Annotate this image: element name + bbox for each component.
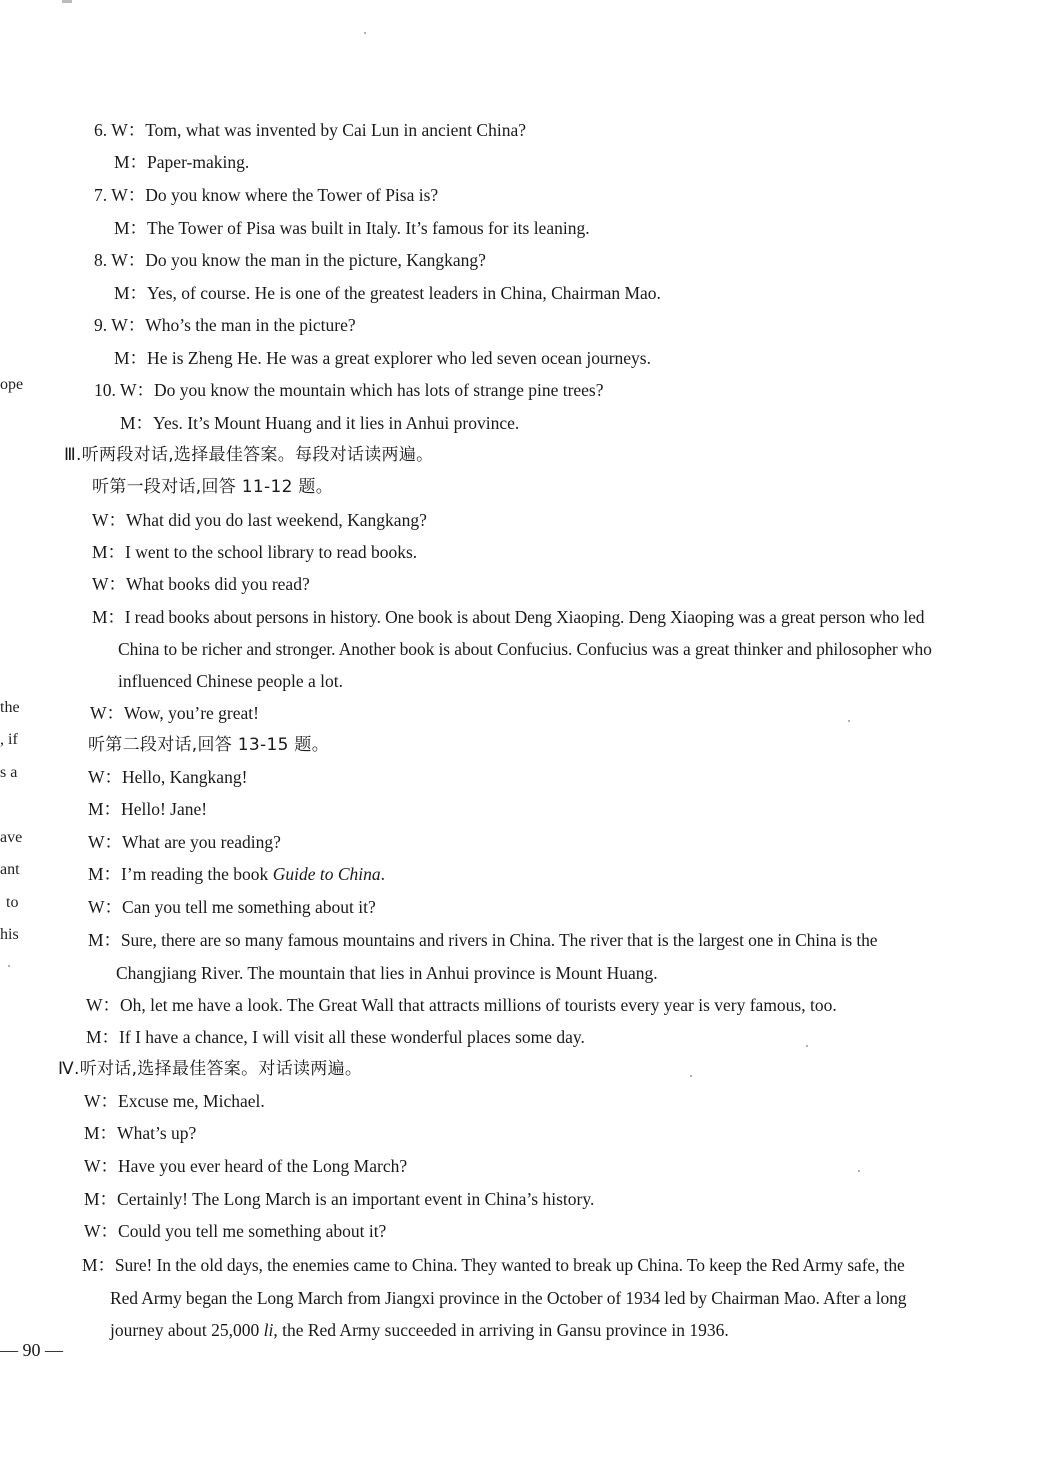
dialogue-9-m: M：He is Zheng He. He was a great explorer who led seven ocean journeys. bbox=[114, 348, 651, 368]
question-number: 9. bbox=[94, 315, 108, 335]
dialogue-line: W：Oh, let me have a look. The Great Wall that attracts millions of tourists every year is very famous, too. bbox=[86, 995, 837, 1015]
dialogue-line: M：I read books about persons in history. One book is about Deng Xiaoping. Deng Xiaoping was a great person who led bbox=[92, 607, 925, 627]
line-text: . bbox=[380, 864, 385, 884]
dialogue-line-continued: influenced Chinese people a lot. bbox=[118, 671, 343, 691]
dialogue-7-m: M：The Tower of Pisa was built in Italy. It’s famous for its leaning. bbox=[114, 218, 590, 238]
scan-mark bbox=[62, 0, 72, 3]
dialogue-line: W：Do you know the mountain which has lots of strange pine trees? bbox=[119, 380, 604, 400]
section-3-sub-2: 听第二段对话,回答 13-15 题。 bbox=[88, 735, 330, 755]
margin-fragment: the bbox=[0, 699, 20, 716]
line-text: M：I’m reading the book bbox=[88, 864, 273, 884]
dialogue-line: W：Do you know the man in the picture, Kangkang? bbox=[111, 250, 486, 270]
dialogue-line: W：What are you reading? bbox=[88, 832, 281, 852]
dialogue-line: M：Hello! Jane! bbox=[88, 799, 208, 819]
dialogue-8-w bbox=[94, 248, 486, 272]
margin-fragment: ope bbox=[0, 376, 24, 393]
scan-speck bbox=[848, 720, 850, 722]
dialogue-line-last bbox=[110, 1318, 729, 1342]
dialogue-line: W：Wow, you’re great! bbox=[90, 703, 259, 723]
dialogue-10-m: M：Yes. It’s Mount Huang and it lies in Anhui province. bbox=[120, 413, 520, 433]
book-title: Guide to China bbox=[272, 864, 381, 884]
question-number: 7. bbox=[94, 185, 108, 205]
page-number: — 90 — bbox=[0, 1340, 63, 1360]
dialogue-line: M：Sure! In the old days, the enemies came to China. They wanted to break up China. To keep the Red Army safe, the bbox=[82, 1255, 905, 1275]
dialogue-line-continued: Red Army began the Long March from Jiangxi province in the October of 1934 led by Chairman Mao. After a long bbox=[110, 1288, 907, 1308]
dialogue-line-continued: Changjiang River. The mountain that lies in Anhui province is Mount Huang. bbox=[116, 963, 658, 983]
scan-speck bbox=[858, 1170, 860, 1172]
dialogue-line: W：Tom, what was invented by Cai Lun in ancient China? bbox=[111, 120, 526, 140]
dialogue-line: W：Have you ever heard of the Long March? bbox=[84, 1156, 408, 1176]
scan-speck bbox=[8, 965, 10, 967]
margin-fragment: his bbox=[0, 926, 19, 943]
scan-speck bbox=[806, 1045, 808, 1047]
dialogue-line: W：What did you do last weekend, Kangkang? bbox=[92, 510, 427, 530]
dialogue-line: M：I went to the school library to read books. bbox=[92, 542, 418, 562]
line-text: journey about 25,000 bbox=[110, 1320, 264, 1340]
line-text: , the Red Army succeeded in arriving in Gansu province in 1936. bbox=[273, 1320, 729, 1340]
dialogue-line: M：If I have a chance, I will visit all these wonderful places some day. bbox=[86, 1027, 585, 1047]
dialogue-line: W：Hello, Kangkang! bbox=[88, 767, 248, 787]
dialogue-line: M：Sure, there are so many famous mountains and rivers in China. The river that is the largest one in China is the bbox=[88, 930, 878, 950]
scan-speck bbox=[364, 32, 366, 34]
margin-fragment: s a bbox=[0, 764, 18, 781]
section-4-heading: Ⅳ.听对话,选择最佳答案。对话读两遍。 bbox=[58, 1059, 363, 1079]
margin-fragment: ave bbox=[0, 829, 23, 846]
question-number: 10. bbox=[94, 380, 116, 400]
margin-fragment: to bbox=[6, 894, 19, 911]
section-3-sub-1: 听第一段对话,回答 11-12 题。 bbox=[92, 477, 334, 497]
dialogue-line: W：Excuse me, Michael. bbox=[84, 1091, 265, 1111]
dialogue-line: W：Can you tell me something about it? bbox=[88, 897, 376, 917]
dialogue-7-w bbox=[94, 183, 438, 207]
dialogue-6-w bbox=[94, 118, 526, 142]
margin-fragment: ant bbox=[0, 861, 20, 878]
dialogue-line-book bbox=[88, 862, 385, 886]
question-number: 8. bbox=[94, 250, 108, 270]
dialogue-line-continued: China to be richer and stronger. Another book is about Confucius. Confucius was a great thinker and philosopher who bbox=[118, 639, 932, 659]
margin-fragment: , if bbox=[0, 731, 18, 748]
question-number: 6. bbox=[94, 120, 108, 140]
dialogue-8-m: M：Yes, of course. He is one of the greatest leaders in China, Chairman Mao. bbox=[114, 283, 661, 303]
unit-li: li bbox=[263, 1320, 274, 1340]
scan-speck bbox=[690, 1075, 692, 1077]
dialogue-10-w bbox=[94, 378, 604, 402]
dialogue-line: W：Could you tell me something about it? bbox=[84, 1221, 387, 1241]
dialogue-line: W：Do you know where the Tower of Pisa is? bbox=[111, 185, 439, 205]
dialogue-6-m: M：Paper-making. bbox=[114, 152, 250, 172]
dialogue-line: W：Who’s the man in the picture? bbox=[111, 315, 356, 335]
section-3-heading: Ⅲ.听两段对话,选择最佳答案。每段对话读两遍。 bbox=[64, 445, 434, 465]
dialogue-line: M：Certainly! The Long March is an important event in China’s history. bbox=[84, 1189, 595, 1209]
dialogue-line: M：What’s up? bbox=[84, 1123, 197, 1143]
dialogue-line: W：What books did you read? bbox=[92, 574, 310, 594]
dialogue-9-w bbox=[94, 313, 356, 337]
